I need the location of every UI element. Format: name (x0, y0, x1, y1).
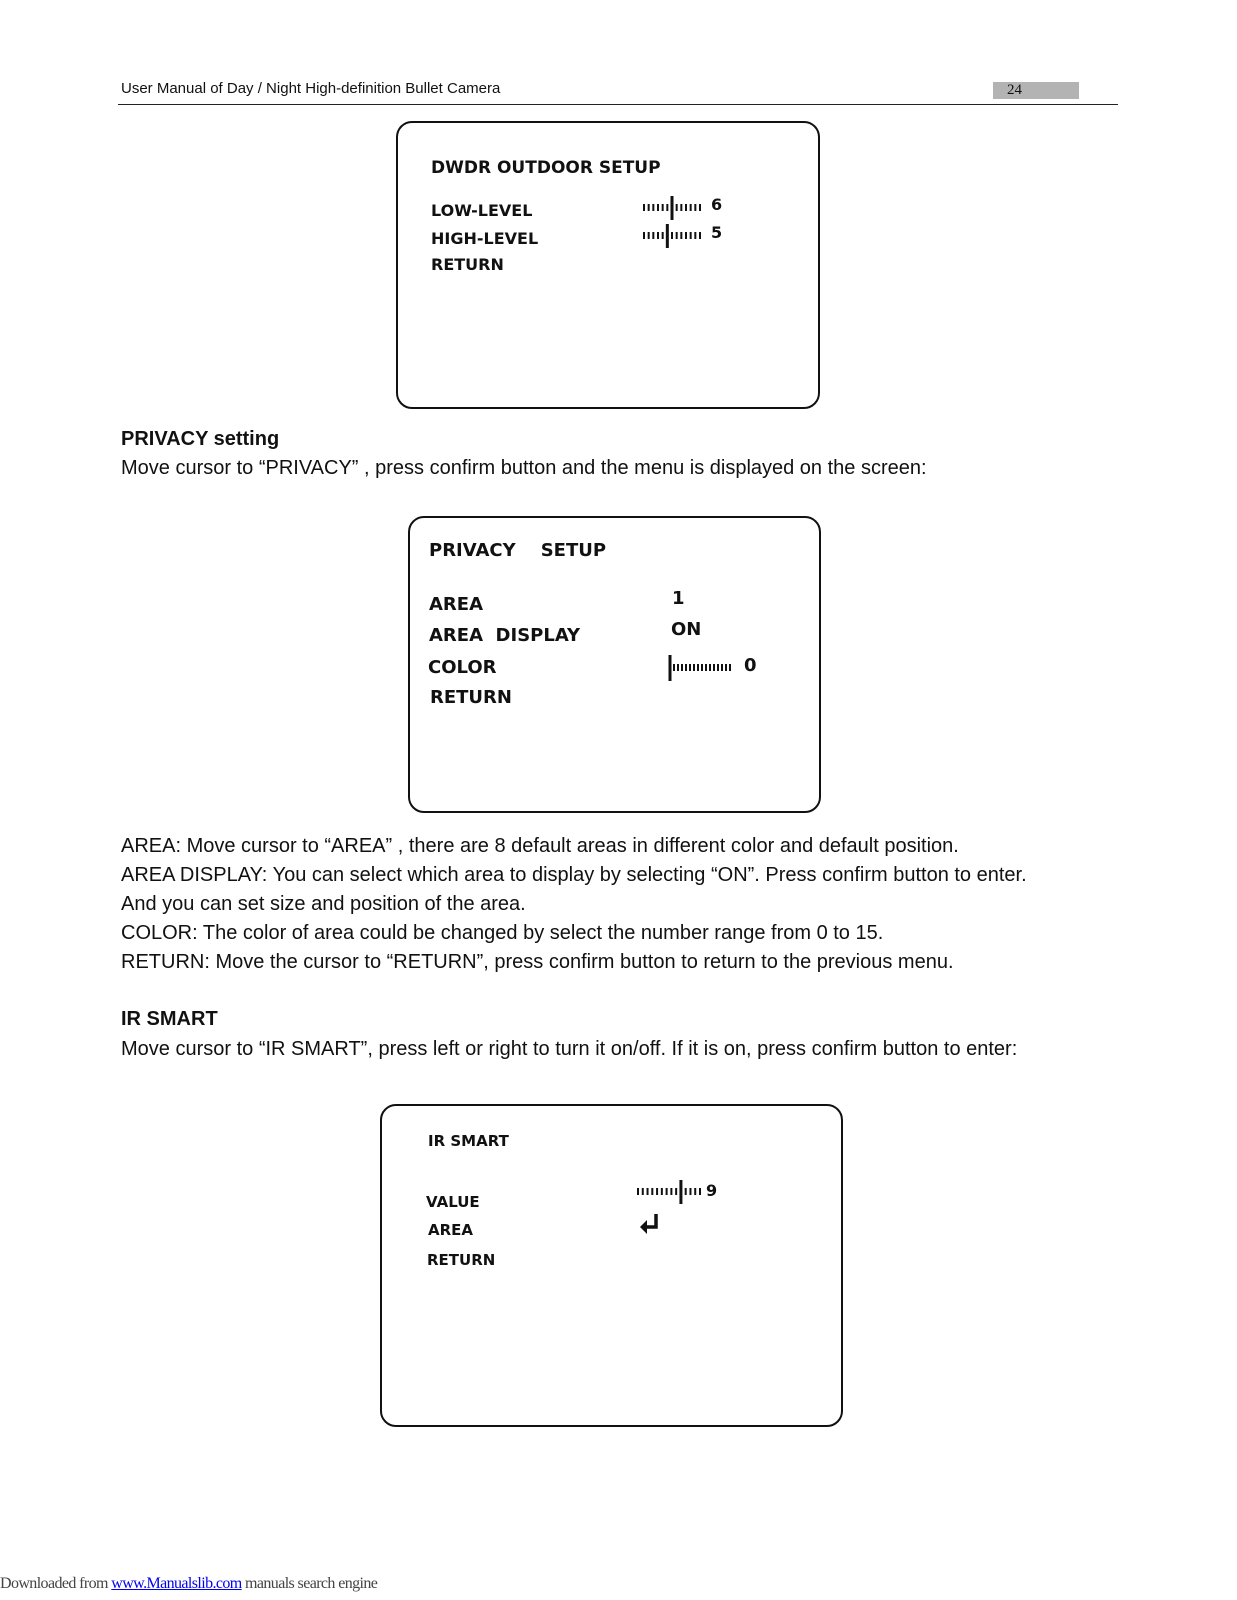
slider-tick (713, 664, 715, 671)
slider-tick (676, 204, 678, 211)
privacy-return-label: RETURN (430, 687, 512, 708)
slider-tick (666, 1188, 668, 1195)
ir-menu-title: IR SMART (428, 1132, 509, 1150)
slider-tick (694, 204, 696, 211)
slider-tick (717, 664, 719, 671)
slider-tick (694, 1188, 696, 1195)
slider-marker (669, 655, 672, 681)
ir-value-number: 9 (706, 1181, 718, 1200)
slider-tick (725, 664, 727, 671)
slider-tick (670, 1188, 672, 1195)
slider-tick (657, 232, 659, 239)
slider-marker (679, 1180, 682, 1204)
privacy-color-label: COLOR (428, 657, 497, 678)
privacy-intro: Move cursor to “PRIVACY” , press confirm button and the menu is displayed on the screen: (121, 457, 927, 479)
dwdr-menu-title: DWDR OUTDOOR SETUP (431, 158, 661, 178)
privacy-area-value: 1 (672, 588, 685, 609)
slider-tick (697, 664, 699, 671)
ir-value-label: VALUE (426, 1193, 480, 1211)
ir-smart-screen (380, 1104, 843, 1427)
header-title: User Manual of Day / Night High-definition Bullet Camera (121, 80, 501, 97)
slider-tick (699, 1188, 701, 1195)
slider-tick (652, 232, 654, 239)
slider-tick (642, 1188, 644, 1195)
privacy-color-slider (668, 654, 732, 682)
slider-tick (699, 204, 701, 211)
dwdr-return-label: RETURN (431, 255, 504, 274)
slider-tick (680, 232, 682, 239)
slider-marker (671, 196, 674, 220)
slider-tick (694, 232, 696, 239)
ir-smart-intro: Move cursor to “IR SMART”, press left or right to turn it on/off. If it is on, press confirm button to enter: (121, 1038, 1018, 1060)
slider-tick (685, 664, 687, 671)
slider-tick (690, 204, 692, 211)
dwdr-high-level-value: 5 (711, 223, 723, 242)
slider-marker (666, 224, 669, 248)
slider-tick (680, 204, 682, 211)
ir-smart-heading: IR SMART (121, 1008, 218, 1030)
slider-tick (699, 232, 701, 239)
slider-tick (693, 664, 695, 671)
privacy-setup-screen (408, 516, 821, 813)
privacy-desc-return: RETURN: Move the cursor to “RETURN”, press confirm button to return to the previous menu. (121, 951, 954, 973)
footer-text (0, 1575, 377, 1593)
slider-tick (643, 232, 645, 239)
slider-tick (675, 1188, 677, 1195)
slider-tick (685, 1188, 687, 1195)
ir-return-label: RETURN (427, 1251, 496, 1269)
privacy-desc-area-size: And you can set size and position of the area. (121, 893, 526, 915)
dwdr-low-level-slider (642, 195, 702, 221)
slider-tick (652, 204, 654, 211)
slider-tick (651, 1188, 653, 1195)
slider-tick (656, 1188, 658, 1195)
enter-arrow-icon (637, 1211, 663, 1237)
header-divider (118, 104, 1118, 105)
privacy-area-label: AREA (429, 594, 484, 615)
ir-value-slider (636, 1179, 702, 1205)
slider-tick (666, 204, 668, 211)
slider-tick (709, 664, 711, 671)
footer-suffix: manuals search engine (241, 1575, 378, 1592)
slider-tick (677, 664, 679, 671)
slider-tick (676, 232, 678, 239)
slider-tick (647, 1188, 649, 1195)
dwdr-low-level-value: 6 (711, 195, 723, 214)
slider-tick (661, 1188, 663, 1195)
slider-tick (705, 664, 707, 671)
dwdr-setup-screen (396, 121, 820, 409)
slider-tick (673, 664, 675, 671)
slider-tick (685, 204, 687, 211)
slider-tick (657, 204, 659, 211)
privacy-desc-color: COLOR: The color of area could be changed by select the number range from 0 to 15. (121, 922, 884, 944)
dwdr-low-level-label: LOW-LEVEL (431, 201, 533, 220)
slider-tick (701, 664, 703, 671)
slider-tick (637, 1188, 639, 1195)
privacy-area-display-label: AREA DISPLAY (429, 625, 581, 646)
slider-tick (662, 232, 664, 239)
privacy-desc-area-display: AREA DISPLAY: You can select which area to display by selecting “ON”. Press confirm button to enter. (121, 864, 1027, 886)
slider-tick (648, 204, 650, 211)
privacy-menu-title: PRIVACY SETUP (429, 540, 607, 561)
slider-tick (689, 664, 691, 671)
slider-tick (690, 232, 692, 239)
ir-area-label: AREA (428, 1221, 474, 1239)
slider-tick (689, 1188, 691, 1195)
slider-tick (681, 664, 683, 671)
privacy-heading: PRIVACY setting (121, 428, 280, 450)
privacy-area-display-value: ON (671, 619, 702, 640)
page-number: 24 (993, 82, 1079, 99)
slider-tick (729, 664, 731, 671)
dwdr-high-level-slider (642, 223, 702, 249)
privacy-desc-area: AREA: Move cursor to “AREA” , there are 8 default areas in different color and default position. (121, 835, 959, 857)
footer-link[interactable]: www.Manualslib.com (111, 1575, 242, 1592)
slider-tick (643, 204, 645, 211)
slider-tick (671, 232, 673, 239)
slider-tick (685, 232, 687, 239)
slider-tick (662, 204, 664, 211)
privacy-color-value: 0 (744, 655, 757, 676)
footer-prefix: Downloaded from (0, 1575, 112, 1592)
dwdr-high-level-label: HIGH-LEVEL (431, 229, 539, 248)
slider-tick (721, 664, 723, 671)
slider-tick (648, 232, 650, 239)
